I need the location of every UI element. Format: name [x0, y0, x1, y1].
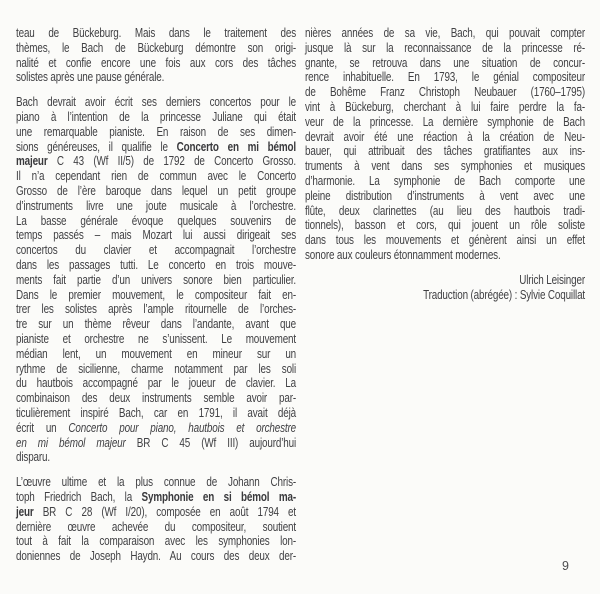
- text-segment: devrait avoir été une réaction à la création de Neu-: [305, 128, 586, 144]
- text-segment: toph Friedrich Bach, la: [16, 488, 142, 504]
- text-segment: La basse générale évoque quelques souvenirs de: [16, 212, 297, 228]
- italic-text: en mi bémol majeur: [16, 434, 126, 450]
- text-line: [16, 549, 296, 564]
- text-line: [16, 362, 296, 377]
- italic-text: Concerto pour piano, hautbois et orchestre: [68, 419, 297, 435]
- text-line: [305, 56, 585, 71]
- text-line: [16, 450, 296, 465]
- text-segment: thèmes, le Bach de Bückeburg démontre son origi-: [16, 39, 297, 55]
- text-line: [16, 475, 296, 490]
- paragraph-symphonie: [16, 475, 296, 564]
- text-segment: truments à vent dans ses symphonies et musiques: [305, 158, 586, 174]
- text-segment: Bach devrait avoir écrit ses derniers concertos pour le: [16, 94, 297, 110]
- text-line: [16, 520, 296, 535]
- text-line: [305, 233, 585, 248]
- text-segment: BR C 28 (Wf I/20), composée en août 1794 et: [33, 503, 297, 519]
- text-segment: tionnels), basson et cors, qui jouent un rôle soliste: [305, 217, 586, 233]
- text-line: [16, 214, 296, 229]
- page-number: 9: [562, 559, 569, 573]
- text-segment: d’instruments livre une joute musicale à l’orchestre.: [16, 197, 297, 213]
- text-segment: pleine distribution d’instruments à vent avec une: [305, 187, 586, 203]
- text-segment: C 43 (Wf II/5) de 1792 de Concerto Grosso.: [47, 153, 297, 169]
- text-line: [305, 100, 585, 115]
- text-line: [16, 317, 296, 332]
- bold-text: Symphonie en si bémol ma-: [141, 488, 296, 504]
- text-line: [305, 85, 585, 100]
- text-line: [16, 534, 296, 549]
- text-segment: trer les solistes après l’ample ritournelle de l’orches-: [16, 301, 297, 317]
- text-line: [305, 248, 585, 263]
- text-line: [16, 125, 296, 140]
- text-line: [305, 41, 585, 56]
- text-segment: nalité et confie encore une fois aux cors des tâches: [16, 54, 297, 70]
- text-segment: Dans le premier mouvement, le compositeur fait en-: [16, 286, 297, 302]
- credits: [305, 273, 585, 303]
- text-segment: dans tous les mouvements et génèrent ainsi un effet: [305, 232, 586, 248]
- text-segment: ticulièrement inspiré Bach, car en 1791, il avait déjà: [16, 404, 297, 420]
- text-segment: disparu.: [16, 449, 50, 465]
- text-line: [305, 144, 585, 159]
- text-line: [305, 70, 585, 85]
- text-line: [305, 115, 585, 130]
- text-segment: L’œuvre ultime et la plus connue de Johann Chris-: [16, 474, 297, 490]
- text-segment: une remarquable pianiste. En raison de ses dimen-: [16, 123, 297, 139]
- text-segment: sions généreuses, il qualifie le: [16, 138, 177, 154]
- text-line: [16, 41, 296, 56]
- text-line: [16, 199, 296, 214]
- text-segment: pianiste et orchestre ne s’unissent. Le mouvement: [16, 330, 297, 346]
- text-segment: Grosso de l’ère baroque dans lequel un petit groupe: [16, 182, 297, 198]
- text-line: [16, 421, 296, 436]
- paragraph-bueckeburg-themes: [16, 26, 296, 85]
- text-line: [16, 376, 296, 391]
- text-line: [16, 95, 296, 110]
- text-line: [16, 391, 296, 406]
- text-line: [16, 347, 296, 362]
- text-segment: de Bohême Franz Christoph Neubauer (1760–1795): [305, 84, 586, 100]
- paragraph-neubauer: [305, 26, 585, 263]
- column-right: [305, 26, 585, 302]
- text-segment: teau de Bückeburg. Mais dans le traitement des: [16, 25, 297, 40]
- text-line: [16, 184, 296, 199]
- text-segment: ments fait partie d’un univers sonore bien particulier.: [16, 271, 297, 287]
- text-line: [16, 332, 296, 347]
- text-line: [305, 174, 585, 189]
- text-segment: BR C 45 (Wf III) aujourd’hui: [125, 434, 297, 450]
- text-segment: doniennes de Joseph Haydn. Au cours des deux der-: [16, 548, 297, 564]
- text-line: [305, 218, 585, 233]
- text-segment: nières années de sa vie, Bach, qui pouvait compter: [305, 25, 586, 40]
- text-line: [305, 26, 585, 41]
- text-line: [16, 505, 296, 520]
- text-line: [16, 436, 296, 451]
- text-segment: veur de la princesse. La dernière symphonie de Bach: [305, 113, 586, 129]
- text-segment: Il n’a cependant rien de commun avec le Concerto: [16, 168, 297, 184]
- text-line: [16, 26, 296, 41]
- text-segment: Ulrich Leisinger: [519, 271, 586, 287]
- text-line: [16, 490, 296, 505]
- text-segment: gnante, se retrouva dans une situation de concur-: [305, 54, 586, 70]
- text-segment: dernière œuvre achevée du compositeur, soutient: [16, 518, 297, 534]
- text-segment: rence inhabituelle. En 1793, le génial compositeur: [305, 69, 586, 85]
- text-segment: médian lent, un mouvement en mineur sur un: [16, 345, 297, 361]
- text-line: [16, 273, 296, 288]
- text-line: [16, 243, 296, 258]
- text-segment: vint à Bückeburg, cherchant à lui faire perdre la fa-: [305, 98, 586, 114]
- text-segment: bauer, qui attribuait des tâches gratifiantes aux ins-: [305, 143, 586, 159]
- text-segment: combinaison des deux instruments semble avoir par-: [16, 390, 297, 406]
- text-line: [305, 130, 585, 145]
- text-segment: écrit un: [16, 419, 69, 435]
- text-segment: d’harmonie. La symphonie de Bach comporte une: [305, 172, 586, 188]
- text-line: [16, 56, 296, 71]
- text-line: [16, 70, 296, 85]
- text-line: [16, 110, 296, 125]
- text-segment: piano à l’intention de la princesse Juliane qui était: [16, 108, 297, 124]
- text-line: [305, 273, 585, 288]
- column-left: [16, 26, 296, 564]
- text-segment: solistes après une pause générale.: [16, 69, 165, 85]
- text-line: [16, 154, 296, 169]
- text-line: [16, 140, 296, 155]
- paragraph-concerto: [16, 95, 296, 465]
- text-segment: Traduction (abrégée) : Sylvie Coquillat: [423, 286, 586, 302]
- text-segment: temps passés – mais Mozart lui aussi dirigeait ses: [16, 227, 297, 243]
- text-line: [16, 406, 296, 421]
- text-line: [16, 302, 296, 317]
- text-segment: rythme de sicilienne, charme notamment par les soli: [16, 360, 297, 376]
- bold-text: jeur: [16, 503, 34, 519]
- bold-text: Concerto en mi bémol: [176, 138, 297, 154]
- bold-text: majeur: [16, 153, 48, 169]
- text-line: [305, 189, 585, 204]
- text-line: [16, 169, 296, 184]
- text-segment: tout à fait la comparaison avec les symphonies lon-: [16, 533, 297, 549]
- text-line: [16, 288, 296, 303]
- text-segment: dans les passages tutti. Le concerto en trois mouve-: [16, 256, 297, 272]
- text-segment: flûte, deux clarinettes (au lieu des hautbois tradi-: [305, 202, 586, 218]
- text-segment: du hautbois accompagné par le joueur de clavier. La: [16, 375, 297, 391]
- text-segment: jusque là sur la reconnaissance de la princesse ré-: [305, 39, 586, 55]
- text-line: [305, 204, 585, 219]
- text-line: [305, 159, 585, 174]
- text-segment: tre sur un thème rêveur dans l’andante, avant que: [16, 316, 297, 332]
- text-segment: sonore aux couleurs étonnamment modernes.: [305, 246, 501, 262]
- text-segment: concertos du clavier et accompagnait l’orchestre: [16, 242, 297, 258]
- text-line: [16, 228, 296, 243]
- text-line: [16, 258, 296, 273]
- text-line: [305, 288, 585, 303]
